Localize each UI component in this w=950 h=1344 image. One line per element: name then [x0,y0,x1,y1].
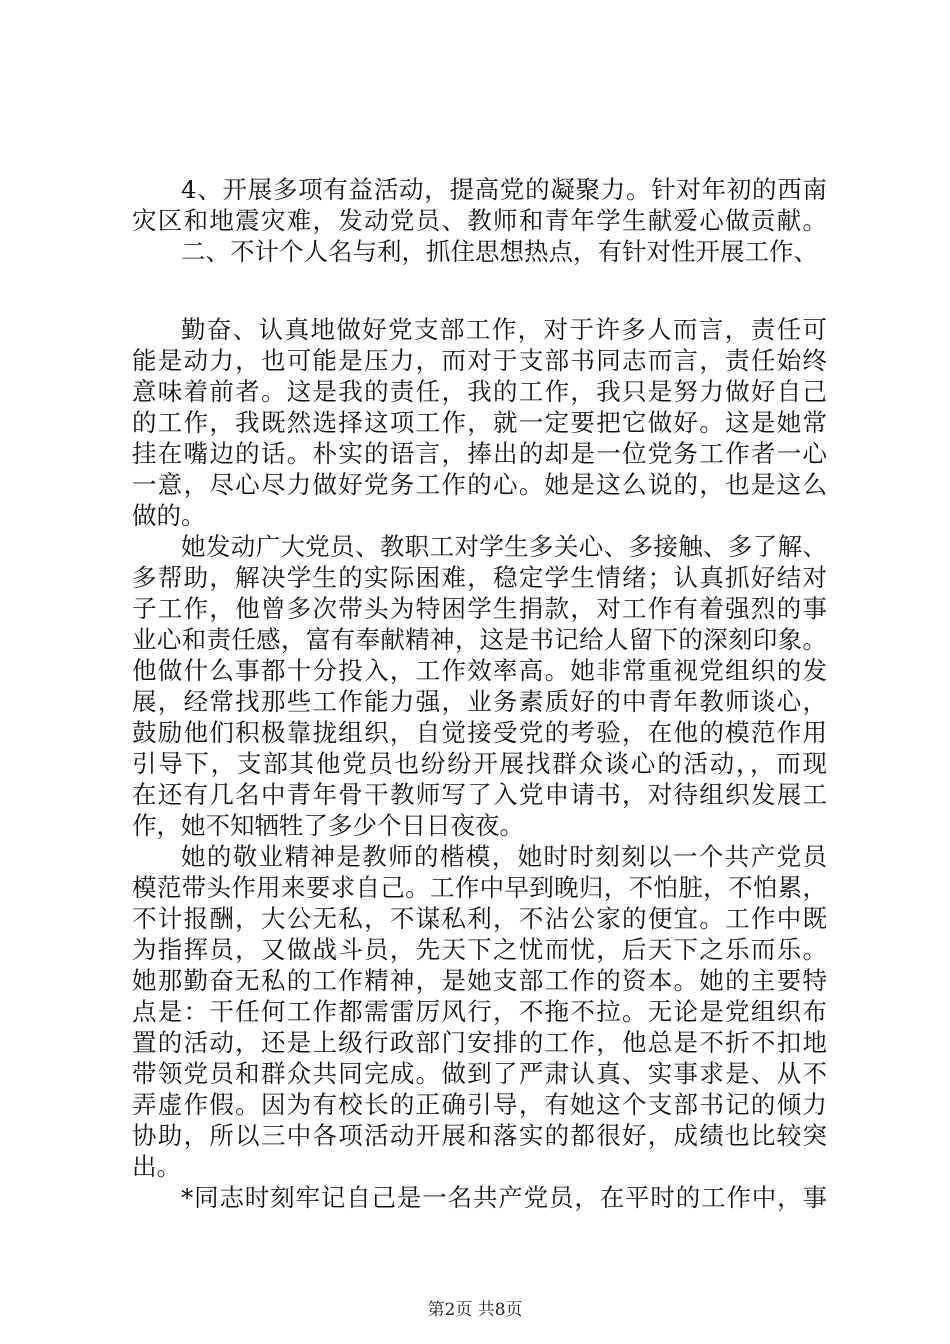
paragraph-line: 为指挥员，又做战斗员，先天下之忧而忧，后天下之乐而乐。 [132,935,827,964]
paragraph-line: 协助，所以三中各项活动开展和落实的都很好，成绩也比较突 [132,1121,827,1150]
paragraph-line: 他做什么事都十分投入，工作效率高。她非常重视党组织的发 [132,656,827,685]
paragraph-line: 子工作，他曾多次带头为特困学生捐款，对工作有着强烈的事 [132,594,827,623]
paragraph-line: 4、开展多项有益活动，提高党的凝聚力。针对年初的西南 [181,175,827,204]
paragraph-line: 鼓励他们积极靠拢组织，自觉接受党的考验，在他的模范作用 [132,718,827,747]
section-heading: 二、不计个人名与利，抓住思想热点，有针对性开展工作、 [181,237,818,266]
paragraph-line: 多帮助，解决学生的实际困难，稳定学生情绪；认真抓好结对 [132,563,827,592]
paragraph-line: 她的敬业精神是教师的楷模，她时时刻刻以一个共产党员 [181,842,827,871]
paragraph-line: 展，经常找那些工作能力强，业务素质好的中青年教师谈心， [132,687,827,716]
paragraph-line: 作，她不知牺牲了多少个日日夜夜。 [132,811,524,840]
paragraph-line: 做的。 [132,501,206,530]
paragraph-line: 灾区和地震灾难，发动党员、教师和青年学生献爱心做贡献。 [132,206,827,235]
paragraph-line: 置的活动，还是上级行政部门安排的工作，他总是不折不扣地 [132,1028,827,1057]
paragraph-line: 她那勤奋无私的工作精神，是她支部工作的资本。她的主要特 [132,966,827,995]
paragraph-line: 勤奋、认真地做好党支部工作，对于许多人而言，责任可 [181,315,827,344]
paragraph-line: 一意，尽心尽力做好党务工作的心。她是这么说的，也是这么 [132,470,827,499]
paragraph-line: 能是动力，也可能是压力，而对于支部书同志而言，责任始终 [132,346,827,375]
paragraph-line: 带领党员和群众共同完成。做到了严肃认真、实事求是、从不 [132,1059,827,1088]
spacer [132,267,827,314]
paragraph-line: 出。 [132,1152,181,1181]
paragraph-line: 点是：干任何工作都需雷厉风行，不拖不拉。无论是党组织布 [132,997,827,1026]
paragraph-line: 不计报酬，大公无私，不谋私利，不沾公家的便宜。工作中既 [132,904,827,933]
paragraph-line: 意味着前者。这是我的责任，我的工作，我只是努力做好自己 [132,377,827,406]
paragraph-line: 在还有几名中青年骨干教师写了入党申请书，对待组织发展工 [132,780,827,809]
paragraph-line: 挂在嘴边的话。朴实的语言，捧出的却是一位党务工作者一心 [132,439,827,468]
page-number-footer: 第2页 共8页 [427,1300,523,1320]
paragraph-line: 弄虚作假。因为有校长的正确引导，有她这个支部书记的倾力 [132,1090,827,1119]
paragraph-line: 的工作，我既然选择这项工作，就一定要把它做好。这是她常 [132,408,827,437]
document-body [132,174,827,1213]
paragraph-line: 业心和责任感，富有奉献精神，这是书记给人留下的深刻印象。 [132,625,827,654]
paragraph-line: *同志时刻牢记自己是一名共产党员，在平时的工作中，事 [181,1183,827,1212]
paragraph-line: 模范带头作用来要求自己。工作中早到晚归，不怕脏，不怕累， [132,873,827,902]
paragraph-line: 引导下，支部其他党员也纷纷开展找群众谈心的活动，，而现 [132,749,827,778]
paragraph-line: 她发动广大党员、教职工对学生多关心、多接触、多了解、 [181,532,827,561]
